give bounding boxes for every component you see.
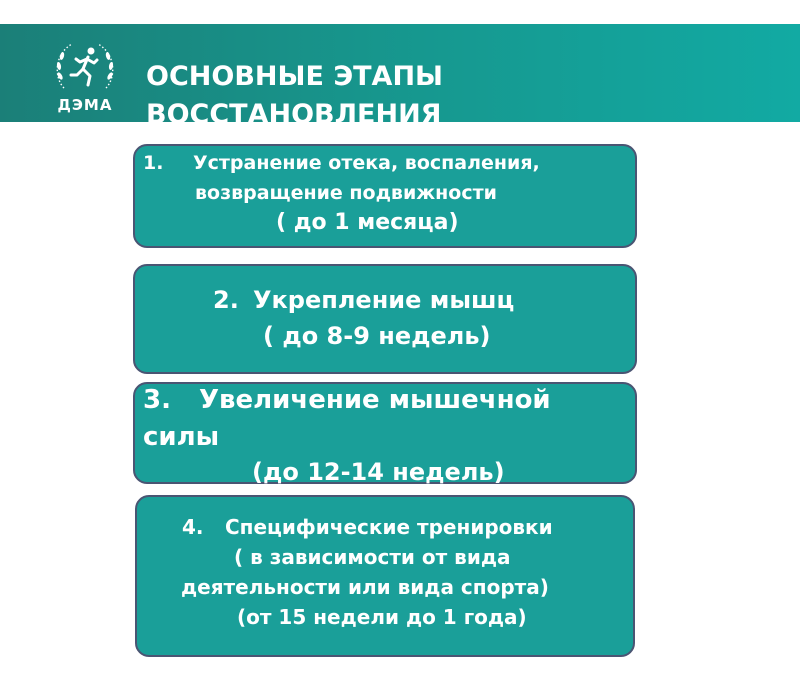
stage-1-number: 1.: [143, 152, 164, 174]
stage-1-title: Устранение отека, воспаления,: [193, 152, 540, 174]
stage-4-duration: (от 15 недели до 1 года): [237, 605, 527, 629]
stage-4-detail: деятельности или вида спорта): [181, 575, 549, 599]
stage-2-box: [133, 264, 637, 374]
page-title: [146, 58, 443, 122]
title-line-2: ВОССТАНОВЛЕНИЯ: [146, 99, 442, 122]
stage-4-title: Специфические тренировки: [225, 515, 553, 539]
stage-3-box: [133, 382, 637, 484]
stage-3-subtitle: силы: [143, 422, 220, 452]
title-line-1: ОСНОВНЫЕ ЭТАПЫ: [146, 61, 444, 92]
stage-1-subtitle: возвращение подвижности: [195, 182, 497, 204]
stage-4-box: [135, 495, 635, 657]
header-banner: [0, 24, 800, 122]
stage-4-number: 4.: [182, 515, 204, 539]
runner-laurel-icon: [50, 38, 120, 98]
logo-text: ДЭМА: [57, 96, 113, 114]
stage-1-box: [133, 144, 637, 248]
stage-1-duration: ( до 1 месяца): [276, 210, 459, 235]
dema-logo: [50, 38, 120, 118]
stage-3-duration: (до 12-14 недель): [252, 458, 505, 486]
stage-3-number: 3.: [143, 385, 171, 415]
stage-2-duration: ( до 8-9 недель): [263, 322, 491, 350]
stage-4-subtitle: ( в зависимости от вида: [234, 545, 511, 569]
stage-2-number: 2.: [213, 286, 239, 314]
stage-3-title: Увеличение мышечной: [199, 385, 551, 415]
stage-2-title: Укрепление мышц: [253, 286, 515, 314]
